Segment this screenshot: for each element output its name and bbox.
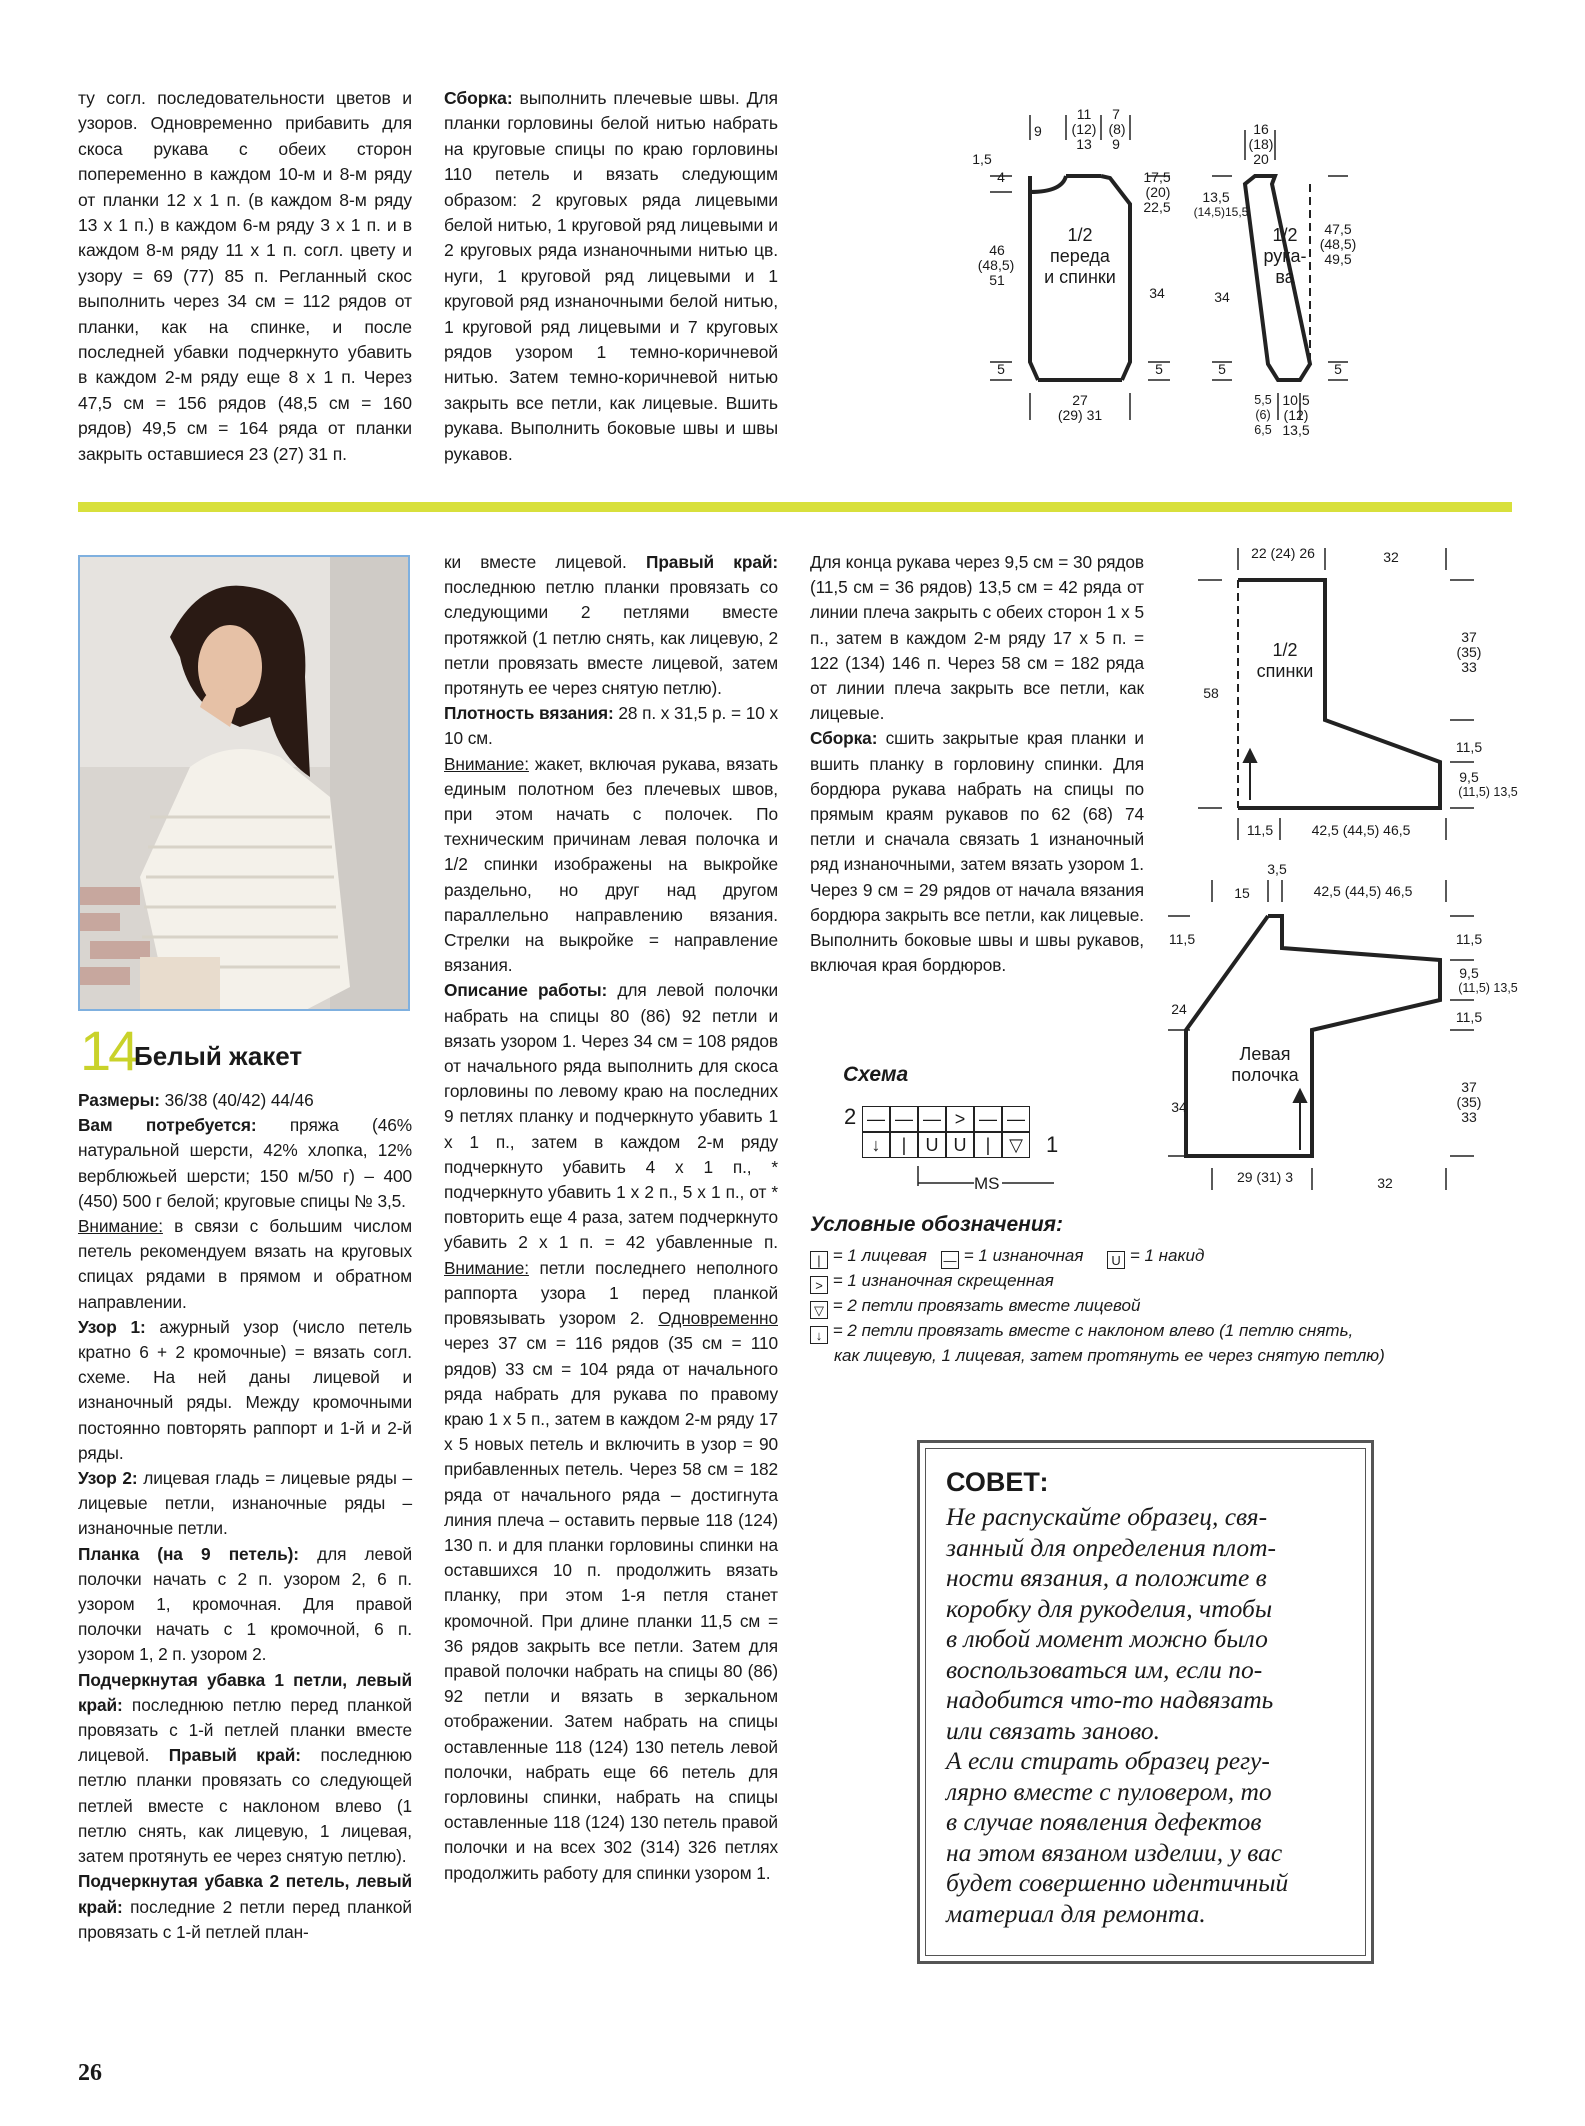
- dim-label: (12): [1071, 121, 1097, 137]
- dim-label: (48,5): [1319, 236, 1357, 252]
- scheme-cell: ▽: [1002, 1132, 1030, 1158]
- dim-label: 9,5: [1459, 769, 1479, 785]
- dim-label: 11,5: [1246, 822, 1274, 838]
- ms-label: MS: [974, 1174, 1000, 1193]
- legend-text: = 1 лицевая: [832, 1246, 927, 1265]
- dim-label: (18): [1248, 136, 1274, 152]
- dim-label: 13,5: [1282, 422, 1310, 438]
- k2tog-icon: ▽: [810, 1301, 828, 1319]
- dec1-right-label: Правый край:: [168, 1745, 301, 1766]
- advice-line: в случае появления дефектов: [946, 1807, 1262, 1836]
- advice-line: ности вязания, а положите в: [946, 1563, 1267, 1592]
- legend: [810, 1244, 1385, 1368]
- purl-icon: —: [941, 1251, 959, 1269]
- piece-label: 1/2: [1067, 225, 1093, 245]
- dim-label: (12): [1283, 407, 1309, 423]
- dec2-label: Подчеркнутая убавка 2 петель, левый край:: [78, 1871, 412, 1917]
- dim-label: 20: [1253, 151, 1269, 167]
- dim-label: 58: [1203, 685, 1219, 701]
- dim-label: 46: [989, 242, 1005, 258]
- dim-label: 11: [1076, 106, 1092, 122]
- dim-label: 24: [1171, 1001, 1187, 1017]
- scheme-cell: —: [862, 1106, 890, 1132]
- text: ки вместе лицевой.: [444, 552, 647, 572]
- pattern-title: Белый жакет: [134, 1041, 303, 1071]
- piece-label: рука-: [1263, 246, 1307, 266]
- dim-label: 27: [1072, 392, 1088, 408]
- column-a: [78, 1088, 412, 1945]
- top-column-2: [444, 86, 778, 467]
- yarn-over-icon: U: [1107, 1251, 1125, 1269]
- dim-label: 42,5 (44,5) 46,5: [1313, 883, 1413, 899]
- scheme-cell: |: [974, 1132, 1002, 1158]
- dim-label: 5: [1334, 361, 1342, 377]
- piece-label: 1/2: [1272, 640, 1298, 660]
- advice-line: материал для ремонта.: [946, 1898, 1206, 1928]
- simultaneously-text: через 37 см = 116 рядов (35 см = 110 рядов) 33 см = 104 ряда от начального ряда набрать для рукава по правому краю 1 х 5 п., затем в каждом 2-м ряду 17 х 5 новых петель и включить в узор = 90 прибавленных петель. Через 58 см = 182 ряда от начального ряда – достигнута линия плеча – оставить первые 118 (124) 130 п. и для планки горловины спинки на оставшихся 10 п. продолжить вязать планку, при этом 1-я петля станет кромочной. При длине планки 11,5 см = 36 рядов закрыть все петли. Затем для правой полочки набрать на спицы 80 (86) 92 петли и вязать в зеркальном отображении. Затем набрать на спицы оставленные 118 (124) 130 петель левой полочки, набрать еще 66 петель для горловины спинки, набрать на спицы оставленные 118 (124) 130 петель правой полочки и на всех 302 (314) 326 петлях продолжить работу для спинки узором 1.: [444, 1333, 778, 1883]
- assembly-label: Сборка:: [444, 88, 513, 108]
- dim-label: 13,5: [1202, 189, 1230, 205]
- attention2-label: Внимание:: [444, 1257, 529, 1278]
- dim-label: (6): [1255, 408, 1271, 422]
- dim-label: (35): [1456, 644, 1482, 660]
- piece-label: спинки: [1256, 661, 1314, 681]
- scheme-cell: —: [974, 1106, 1002, 1132]
- dim-label: 1,5: [972, 151, 992, 167]
- dec1-right-text: последнюю петлю планки провязать со следующей петлей вместе с наклоном влево (1 петлю снять, как лицевую, 1 лицевая, затем протянуть ее через снятую петлю).: [78, 1745, 413, 1867]
- piece-label: 1/2: [1272, 225, 1298, 245]
- dim-label: 22,5: [1143, 199, 1171, 215]
- dim-label: (14,5)15,5: [1193, 205, 1249, 219]
- pattern1-label: Узор 1:: [78, 1316, 146, 1337]
- scheme-cell: ↓: [862, 1132, 890, 1158]
- advice-line: А если стирать образец регу-: [946, 1746, 1270, 1775]
- dim-label: 5: [1218, 361, 1226, 377]
- dim-label: (48,5): [977, 257, 1015, 273]
- dim-label: 51: [989, 272, 1005, 288]
- page-number: 26: [78, 2060, 102, 2086]
- legend-row: [810, 1269, 1385, 1294]
- advice-line: надобится что-то надвязать: [946, 1685, 1274, 1714]
- dim-label: 33: [1461, 659, 1477, 675]
- right-edge-label: Правый край:: [646, 552, 779, 572]
- dim-label: (35): [1456, 1094, 1482, 1110]
- piece-label: ва: [1275, 267, 1295, 287]
- scheme-cell: |: [890, 1132, 918, 1158]
- dim-label: 9,5: [1459, 965, 1479, 981]
- dim-label: 34: [1214, 289, 1230, 305]
- ms-bracket: [844, 1100, 1054, 1200]
- legend-title: Условные обозначения:: [810, 1213, 1064, 1236]
- dim-label: (20): [1145, 184, 1171, 200]
- dim-label: 37: [1461, 629, 1477, 645]
- advice-line: будет совершенно идентичный: [946, 1868, 1289, 1897]
- dim-label: 47,5: [1324, 221, 1352, 237]
- scheme-cell: —: [890, 1106, 918, 1132]
- back-label: [1250, 640, 1320, 682]
- dim-label: 17,5: [1143, 169, 1171, 185]
- section-divider: [78, 502, 1512, 512]
- dim-label: 49,5: [1324, 251, 1352, 267]
- dim-label: 32: [1383, 549, 1399, 565]
- pattern-number: 14: [80, 1019, 137, 1082]
- scheme-title: Схема: [843, 1063, 909, 1086]
- dim-label: 5,5: [1254, 393, 1272, 407]
- dec1-label: Подчеркнутая убавка 1 петли, левый край:: [78, 1669, 412, 1715]
- column-b: [444, 550, 778, 1886]
- legend-row: [810, 1344, 1385, 1368]
- dim-label: 22 (24) 26: [1251, 545, 1315, 561]
- band-label: Планка (на 9 петель):: [78, 1543, 299, 1564]
- legend-row: [810, 1319, 1385, 1344]
- dim-label: 11,5: [1455, 739, 1483, 755]
- legend-text: = 1 изнаночная скрещенная: [832, 1271, 1054, 1290]
- model-photo-illustration: [80, 557, 410, 1011]
- dim-label: 42,5 (44,5) 46,5: [1311, 822, 1411, 838]
- advice-text: [946, 1502, 1345, 1929]
- legend-text: = 1 накид: [1129, 1246, 1205, 1265]
- piece-label: полочка: [1231, 1065, 1299, 1085]
- piece-label: и спинки: [1044, 267, 1116, 287]
- piece-label: Левая: [1239, 1044, 1291, 1064]
- legend-text: как лицевую, 1 лицевая, затем протянуть ее через снятую петлю): [834, 1346, 1385, 1365]
- dim-label: 4: [997, 169, 1005, 185]
- scheme-cell: U: [946, 1132, 974, 1158]
- simultaneously-label: Одновременно: [658, 1308, 778, 1329]
- dim-label: 15: [1234, 885, 1250, 901]
- dim-label: 34: [1171, 1099, 1187, 1115]
- left-front-label: [1220, 1044, 1310, 1086]
- dim-label: 9: [1034, 123, 1042, 139]
- materials-label: Вам потребуется:: [78, 1115, 257, 1136]
- dim-label: 11,5: [1455, 931, 1483, 947]
- advice-line: на этом вязаном изделии, у вас: [946, 1837, 1283, 1867]
- band-text: для левой полочки начать с 2 п. узором 2, 6 п. узором 1, кромочная. Для правой полочки начать с 1 кромочной, 6 п. узором 1, 2 п. узором 2.: [78, 1543, 413, 1665]
- scheme-cell: U: [918, 1132, 946, 1158]
- density-label: Плотность вязания:: [444, 703, 614, 724]
- dim-label: 5: [997, 361, 1005, 377]
- row-number-2: 2: [844, 1104, 857, 1129]
- dim-label: 5: [1155, 361, 1163, 377]
- legend-text: = 2 петли провязать вместе с наклоном влево (1 петлю снять,: [832, 1321, 1354, 1340]
- front-back-label: [1040, 225, 1120, 288]
- dim-label: 9: [1112, 136, 1120, 152]
- knit-icon: |: [810, 1251, 828, 1269]
- attention2-text: петли последнего неполного раппорта узора 1 перед планкой провязывать узором 2.: [444, 1257, 778, 1329]
- materials-text: пряжа (46% натуральной шерсти, 42% хлопка, 12% верблюжьей шерсти; 150 м/50 г) – 400 (450) 500 г белой; круговые спицы № 3,5.: [78, 1115, 412, 1211]
- dim-label: 33: [1461, 1109, 1477, 1125]
- advice-title: СОВЕТ:: [946, 1467, 1049, 1497]
- assembly-text: выполнить плечевые швы. Для планки горловины белой нитью набрать на круговые спицы по краю горловины 110 петель и вязать следующим образом: 2 круговых ряда лицевыми белой нитью, 1 круговой ряд лицевыми и 2 круговых ряда изнаночными нитью цв. нуги, 1 круговой ряд лицевыми и 1 круговой ряд изнаночными белой нитью, 1 круговой ряд лицевыми и 7 круговых рядов узором 1 темно-коричневой нитью. Затем темно-коричневой нитью закрыть все петли, как лицевые. Вшить рукава. Выполнить боковые швы и швы рукавов.: [444, 88, 778, 464]
- attention-label: Внимание:: [78, 1216, 163, 1237]
- row-number-1: 1: [1046, 1132, 1059, 1157]
- scheme-cell: —: [1002, 1106, 1030, 1132]
- advice-line: лярно вместе с пуловером, то: [946, 1776, 1272, 1806]
- pattern2-text: лицевая гладь = лицевые ряды – лицевые петли, изнаночные ряды – изнаночные петли.: [78, 1468, 412, 1539]
- dim-label: 37: [1461, 1079, 1477, 1095]
- dec2-text: последние 2 петли перед планкой провязать с 1-й петлей план-: [78, 1896, 412, 1942]
- scheme-cell: >: [946, 1106, 974, 1132]
- dim-label: (8): [1108, 121, 1126, 137]
- dim-label: 11,5: [1168, 931, 1196, 947]
- dim-label: 32: [1377, 1175, 1393, 1191]
- top-column-1-text: ту согл. последовательности цветов и узоров. Одновременно прибавить для скоса рукава с обеих сторон попеременно в каждом 10-м и 8-м ряду от планки 12 х 1 п. (в каждом 8-м ряду 13 х 1 п.) в каждом 6-м ряду 3 х 1 п. и в каждом 8-м ряду 11 х 1 п. согл. цвету и узору = 69 (77) 85 п. Регланный скос выполнить через 34 см = 112 рядов от планки, как на спинке, и после последней убавки подчеркнуто убавить в каждом 2-м ряду еще 8 х 1 п. Через 47,5 см = 156 рядов (48,5 см = 160 рядов) 49,5 см = 164 ряда от планки закрыть оставшиеся 23 (27) 31 п.: [78, 88, 412, 464]
- sizes-text: 36/38 (40/42) 44/46: [159, 1090, 314, 1110]
- dim-label: 34: [1149, 285, 1165, 301]
- legend-row: [810, 1244, 1385, 1269]
- product-photo: [78, 555, 410, 1011]
- legend-row: [810, 1294, 1385, 1319]
- column-c: [810, 550, 1144, 978]
- advice-line: Не распускайте образец, свя-: [946, 1502, 1268, 1531]
- work-description-label: Описание работы:: [444, 980, 608, 1001]
- dim-label: 7: [1112, 106, 1120, 122]
- ssk-icon: ↓: [810, 1326, 828, 1344]
- dim-label: (11,5) 13,5: [1458, 785, 1518, 799]
- advice-box: [917, 1440, 1374, 1964]
- text: последнюю петлю планки провязать со следующими 2 петлями вместе протяжкой (1 петлю снять, как лицевую, 2 петли провязать вместе лицевой, затем протянуть ее через снятую петлю).: [444, 577, 778, 699]
- advice-line: воспользоваться им, если по-: [946, 1654, 1263, 1684]
- work-description-text: для левой полочки набрать на спицы 80 (86) 92 петли и вязать узором 1. Через 34 см = 108 рядов от начального ряда выполнить для скоса горловины по левому краю на последних 9 петлях планку и подчеркнуто убавить 1 х 1 п., затем в каждом 2-м ряду подчеркнуто убавить 4 х 1 п., * подчеркнуто убавить 1 х 2 п., 5 х 1 п., от * повторить еще 4 раза, затем подчеркнуто убавить 2 х 1 п. = 42 убавленные п.: [444, 980, 778, 1253]
- dim-label: 13: [1076, 136, 1092, 152]
- piece-label: переда: [1050, 246, 1110, 266]
- attention-text: жакет, включая рукава, вязать единым полотном без плечевых швов, при этом начать с полочек. По техническим причинам левая полочка и 1/2 спинки изображены на выкройке раздельно, но друг над другом параллельно направлению вязания. Стрелки на выкройке = направление вязания.: [444, 753, 778, 976]
- scheme-cell: —: [918, 1106, 946, 1132]
- legend-text: = 1 изнаночная: [963, 1246, 1084, 1265]
- legend-text: = 2 петли провязать вместе лицевой: [832, 1296, 1141, 1315]
- top-column-1: [78, 86, 412, 467]
- dim-label: 10,5: [1282, 392, 1310, 408]
- sleeve-end-text: Для конца рукава через 9,5 см = 30 рядов (11,5 см = 36 рядов) 13,5 см = 42 ряда от линии плеча закрыть с обеих сторон 1 х 5 п., затем в каждом 2-м ряду 17 х 5 п. = 122 (134) 146 п. Через 58 см = 182 ряда от линии плеча закрыть все петли, как лицевые.: [810, 552, 1144, 724]
- assembly-text: сшить закрытые края планки и вшить планку в горловину спинки. Для бордюра рукава набрать на спицы по прямым краям рукавов по 62 (68) 74 петли и сначала связать 1 изнаночный ряд изнаночными, затем вязать узором 1. Через 9 см = 29 рядов от начала вязания бордюра закрыть все петли, как лицевые. Выполнить боковые швы и швы рукавов, включая края бордюров.: [810, 728, 1144, 976]
- advice-line: занный для определения плот-: [946, 1532, 1277, 1562]
- pattern2-label: Узор 2:: [78, 1468, 138, 1489]
- advice-inner: [925, 1448, 1366, 1956]
- attention-text: в связи с большим числом петель рекомендуем вязать на круговых спицах рядами в прямом и обратном направлении.: [78, 1216, 412, 1312]
- pattern1-text: ажурный узор (число петель кратно 6 + 2 кромочные) = вязать согл. схеме. На ней даны лицевой и изнаночный ряды. Между кромочными постоянно повторять раппорт и 1-й и 2-й ряды.: [78, 1316, 412, 1463]
- advice-line: коробку для рукоделия, чтобы: [946, 1593, 1273, 1623]
- sleeve-label: [1260, 225, 1310, 288]
- dim-label: 29 (31) 3: [1236, 1169, 1294, 1185]
- dim-label: 16: [1253, 121, 1269, 137]
- density-text: 28 п. х 31,5 р. = 10 х 10 см.: [444, 703, 778, 749]
- assembly-label: Сборка:: [810, 728, 878, 749]
- twisted-purl-icon: >: [810, 1276, 828, 1294]
- dim-label: 11,5: [1455, 1009, 1483, 1025]
- advice-line: в любой момент можно было: [946, 1624, 1268, 1653]
- dim-label: 3,5: [1267, 861, 1287, 877]
- sizes-label: Размеры:: [78, 1090, 160, 1110]
- advice-line: или связать заново.: [946, 1715, 1160, 1745]
- dim-label: (11,5) 13,5: [1458, 981, 1518, 995]
- dec1-text: последнюю петлю перед планкой провязать с 1-й петлей планки вместе лицевой.: [78, 1694, 412, 1766]
- dim-label: 6,5: [1254, 423, 1272, 437]
- attention-label: Внимание:: [444, 753, 529, 774]
- dim-label: (29) 31: [1057, 407, 1103, 423]
